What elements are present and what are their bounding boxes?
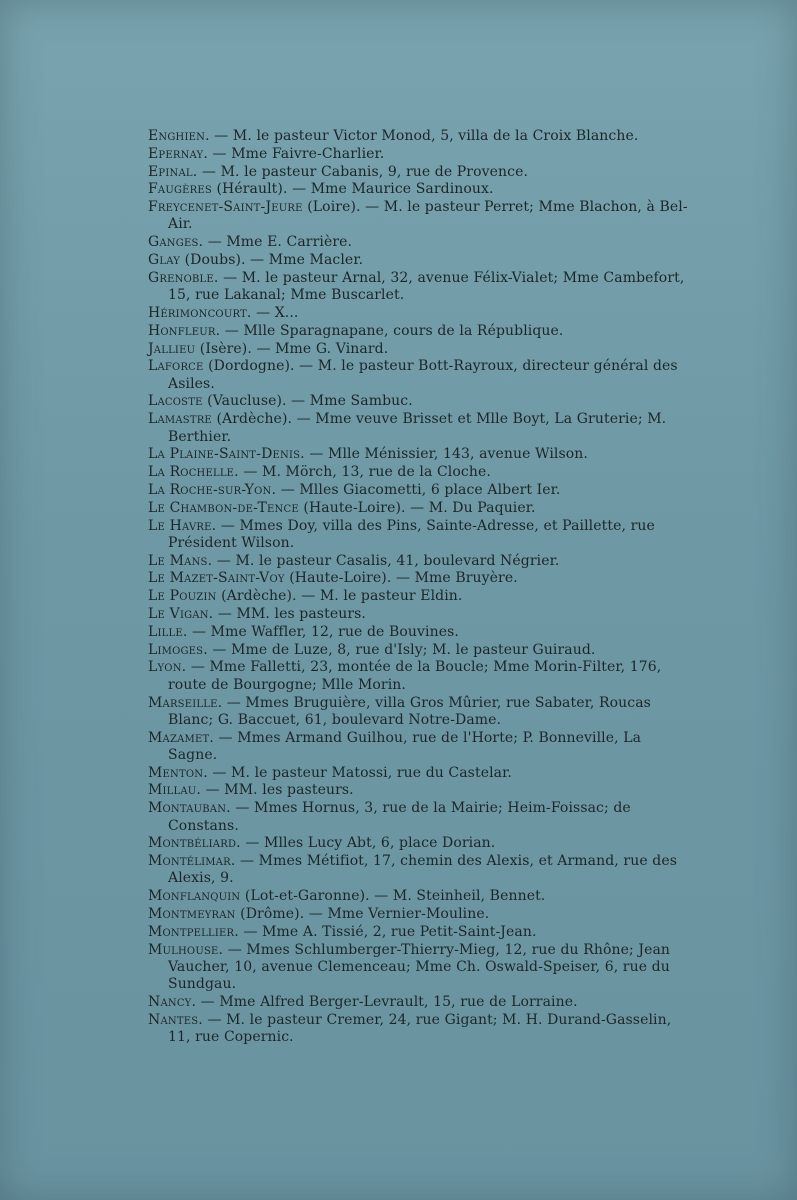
entry-text: — Mme E. Carrière. bbox=[203, 234, 353, 251]
place-name: Limoges. bbox=[148, 641, 208, 658]
place-name: Ganges. bbox=[148, 234, 204, 251]
list-item bbox=[148, 800, 688, 835]
list-item bbox=[148, 853, 688, 888]
list-item bbox=[148, 341, 688, 358]
place-name: Le Mans. bbox=[148, 552, 213, 569]
entry-text: — Mlle Sparagnapane, cours de la République. bbox=[220, 322, 564, 339]
entry-text: — Mmes Métifiot, 17, chemin des Alexis, et Armand, rue des Alexis, 9. bbox=[168, 853, 677, 887]
entry-text: (Drôme). — Mme Vernier-Mouline. bbox=[235, 906, 490, 923]
place-name: Menton. bbox=[148, 764, 208, 781]
entry-text: — Mlle Ménissier, 143, avenue Wilson. bbox=[304, 446, 588, 463]
entry-text: (Ardèche). — Mme veuve Brisset et Mlle Boyt, La Gruterie; M. Berthier. bbox=[168, 411, 667, 445]
place-name: Laforce bbox=[148, 358, 204, 375]
entry-text: — M. le pasteur Victor Monod, 5, villa de la Croix Blanche. bbox=[209, 128, 639, 144]
entry-text: — Mmes Doy, villa des Pins, Sainte-Adresse, et Paillette, rue Président Wilson. bbox=[168, 517, 655, 551]
entry-text: — Mmes Schlumberger-Thierry-Mieg, 12, rue du Rhône; Jean Vaucher, 10, avenue Clemenceau; Mme Ch. Oswald-Speiser, 6, rue du Sundgau. bbox=[168, 941, 671, 993]
entry-text: — M. le pasteur Matossi, rue du Castelar. bbox=[207, 764, 512, 781]
place-name: Monflanquin bbox=[148, 888, 241, 905]
place-name: Grenoble. bbox=[148, 269, 219, 286]
place-name: Le Pouzin bbox=[148, 588, 217, 605]
place-name: Honfleur. bbox=[148, 322, 221, 339]
entry-text: — M. le pasteur Cabanis, 9, rue de Provence. bbox=[197, 163, 529, 180]
entry-text: (Haute-Loire). — Mme Bruyère. bbox=[284, 570, 518, 587]
place-name: Glay bbox=[148, 252, 181, 269]
place-name: Marseille. bbox=[148, 694, 223, 711]
address-list bbox=[148, 128, 688, 1047]
list-item bbox=[148, 588, 688, 605]
list-item bbox=[148, 765, 688, 782]
list-item bbox=[148, 446, 688, 463]
list-item bbox=[148, 624, 688, 641]
entry-text: (Haute-Loire). — M. Du Paquier. bbox=[298, 499, 536, 516]
list-item bbox=[148, 305, 688, 322]
entry-text: — Mlles Giacometti, 6 place Albert Ier. bbox=[276, 481, 561, 498]
entry-text: (Ardèche). — M. le pasteur Eldin. bbox=[216, 588, 463, 605]
entry-text: (Doubs). — Mme Macler. bbox=[180, 252, 364, 269]
entry-text: — X... bbox=[251, 304, 299, 321]
entry-text: — Mme Falletti, 23, montée de la Boucle; Mme Morin-Filter, 176, route de Bourgogne; Mlle Morin. bbox=[168, 659, 662, 693]
list-item bbox=[148, 642, 688, 659]
place-name: La Roche-sur-Yon. bbox=[148, 481, 277, 498]
place-name: Epernay. bbox=[148, 145, 208, 162]
place-name: Millau. bbox=[148, 782, 202, 799]
list-item bbox=[148, 835, 688, 852]
entry-text: — M. le pasteur Arnal, 32, avenue Félix-Vialet; Mme Cambefort, 15, rue Lakanal; Mme Buscarlet. bbox=[168, 269, 685, 304]
entry-text: — Mmes Hornus, 3, rue de la Mairie; Heim-Foissac; de Constans. bbox=[168, 800, 631, 834]
place-name: Nancy. bbox=[148, 994, 197, 1011]
list-item bbox=[148, 606, 688, 623]
entry-text: — M. Mörch, 13, rue de la Cloche. bbox=[238, 464, 491, 481]
place-name: Faugères bbox=[148, 181, 212, 198]
entry-text: — M. le pasteur Cremer, 24, rue Gigant; M. H. Durand-Gasselin, 11, rue Copernic. bbox=[168, 1011, 672, 1046]
entry-text: — Mmes Bruguière, villa Gros Mûrier, rue Sabater, Roucas Blanc; G. Baccuet, 61, boulevard Notre-Dame. bbox=[168, 694, 651, 728]
list-item bbox=[148, 393, 688, 410]
place-name: Hérimoncourt. bbox=[148, 304, 252, 321]
place-name: La Plaine-Saint-Denis. bbox=[148, 446, 305, 463]
entry-text: — M. le pasteur Casalis, 41, boulevard Négrier. bbox=[212, 552, 560, 569]
place-name: Le Havre. bbox=[148, 517, 217, 534]
entry-text: (Vaucluse). — Mme Sambuc. bbox=[202, 393, 413, 410]
list-item bbox=[148, 782, 688, 799]
entry-text: — Mlles Lucy Abt, 6, place Dorian. bbox=[240, 835, 496, 852]
list-item bbox=[148, 234, 688, 251]
list-item bbox=[148, 411, 688, 446]
place-name: Freycenet-Saint-Jeure bbox=[148, 199, 303, 216]
list-item bbox=[148, 888, 688, 905]
entry-text: — MM. les pasteurs. bbox=[213, 606, 366, 623]
list-item bbox=[148, 199, 688, 234]
place-name: Montpellier. bbox=[148, 923, 239, 940]
entry-text: — MM. les pasteurs. bbox=[201, 782, 354, 799]
list-item bbox=[148, 695, 688, 730]
place-name: Enghien. bbox=[148, 128, 210, 144]
entry-text: (Isère). — Mme G. Vinard. bbox=[195, 340, 389, 357]
entry-text: — Mme Waffler, 12, rue de Bouvines. bbox=[187, 623, 459, 640]
list-item bbox=[148, 659, 688, 694]
list-item bbox=[148, 942, 688, 994]
entry-text: — Mme de Luze, 8, rue d'Isly; M. le pasteur Guiraud. bbox=[207, 641, 596, 658]
entry-text: (Loire). — M. le pasteur Perret; Mme Blachon, à Bel-Air. bbox=[168, 199, 688, 233]
place-name: Le Vigan. bbox=[148, 606, 214, 623]
place-name: La Rochelle. bbox=[148, 464, 239, 481]
place-name: Jallieu bbox=[148, 340, 196, 357]
list-item bbox=[148, 500, 688, 517]
entry-text: — Mme A. Tissié, 2, rue Petit-Saint-Jean. bbox=[238, 923, 537, 940]
list-item bbox=[148, 181, 688, 198]
list-item bbox=[148, 924, 688, 941]
list-item bbox=[148, 252, 688, 269]
entry-text: — Mmes Armand Guilhou, rue de l'Horte; P. Bonneville, La Sagne. bbox=[168, 729, 642, 763]
list-item bbox=[148, 482, 688, 499]
place-name: Le Chambon-de-Tence bbox=[148, 499, 299, 516]
entry-text: (Lot-et-Garonne). — M. Steinheil, Bennet. bbox=[240, 888, 546, 905]
place-name: Montmeyran bbox=[148, 906, 236, 923]
place-name: Lacoste bbox=[148, 393, 203, 410]
list-item bbox=[148, 464, 688, 481]
list-item bbox=[148, 164, 688, 181]
list-item bbox=[148, 1012, 688, 1047]
place-name: Lyon. bbox=[148, 659, 187, 676]
place-name: Le Mazet-Saint-Voy bbox=[148, 570, 285, 587]
place-name: Montélimar. bbox=[148, 853, 236, 870]
entry-text: (Dordogne). — M. le pasteur Bott-Rayroux, directeur général des Asiles. bbox=[168, 358, 678, 392]
list-item bbox=[148, 553, 688, 570]
list-item bbox=[148, 518, 688, 553]
place-name: Mulhouse. bbox=[148, 941, 224, 958]
place-name: Epinal. bbox=[148, 163, 198, 180]
place-name: Lamastre bbox=[148, 411, 212, 428]
list-item bbox=[148, 128, 688, 145]
list-item bbox=[148, 730, 688, 765]
place-name: Nantes. bbox=[148, 1011, 203, 1028]
list-item bbox=[148, 146, 688, 163]
place-name: Mazamet. bbox=[148, 729, 214, 746]
list-item bbox=[148, 570, 688, 587]
list-item bbox=[148, 906, 688, 923]
place-name: Montauban. bbox=[148, 800, 231, 817]
list-item bbox=[148, 270, 688, 305]
place-name: Montbéliard. bbox=[148, 835, 241, 852]
list-item bbox=[148, 994, 688, 1011]
place-name: Lille. bbox=[148, 623, 188, 640]
entry-text: — Mme Faivre-Charlier. bbox=[208, 145, 385, 162]
list-item bbox=[148, 323, 688, 340]
entry-text: — Mme Alfred Berger-Levrault, 15, rue de Lorraine. bbox=[196, 994, 578, 1011]
entry-text: (Hérault). — Mme Maurice Sardinoux. bbox=[211, 181, 494, 198]
list-item bbox=[148, 358, 688, 393]
